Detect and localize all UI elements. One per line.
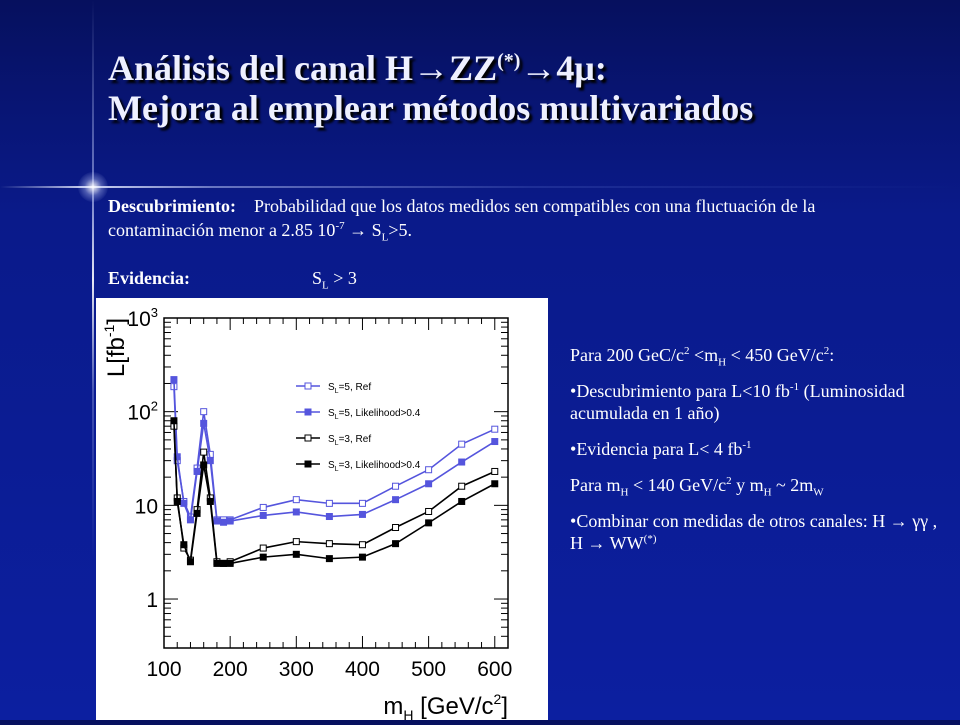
discovery-definition xyxy=(108,194,908,242)
x-axis-title-part: [GeV/c xyxy=(413,693,494,720)
note3-a: Evidencia para L< 4 fb xyxy=(576,439,743,459)
note4-c: y m xyxy=(731,475,764,495)
y-axis-title-part: ] xyxy=(103,318,130,325)
y-tick-base: 10 xyxy=(134,495,158,519)
series-point xyxy=(207,498,213,504)
series-point xyxy=(181,542,187,548)
note-evidence xyxy=(570,438,950,460)
legend-marker xyxy=(305,461,311,467)
series-point xyxy=(459,483,465,489)
discovery-text-2: → S xyxy=(344,220,382,240)
series-point xyxy=(260,512,266,518)
series-point xyxy=(187,517,193,523)
series-point xyxy=(214,560,220,566)
x-axis-title-part: 2 xyxy=(493,691,502,707)
series-point xyxy=(293,539,299,545)
legend-marker xyxy=(305,383,311,389)
series-point xyxy=(187,559,193,565)
legend-label-part: =3, Likelihood>0.4 xyxy=(338,460,421,471)
series-point xyxy=(492,468,498,474)
series-point xyxy=(293,551,299,557)
discovery-exponent: -7 xyxy=(335,220,345,232)
legend-marker xyxy=(305,409,311,415)
x-axis-title-part: ] xyxy=(501,693,508,720)
luminosity-plot xyxy=(96,298,548,720)
lens-flare-glow xyxy=(78,172,108,202)
luminosity-chart xyxy=(96,298,548,720)
series-point xyxy=(227,560,233,566)
note-low-mass xyxy=(570,474,950,499)
evidence-label: Evidencia: xyxy=(108,268,191,288)
note4-sub: H xyxy=(620,486,629,499)
note-discovery xyxy=(570,380,950,424)
series-point xyxy=(326,500,332,506)
series-point xyxy=(201,409,207,415)
series-point xyxy=(201,420,207,426)
x-tick-label: 100 xyxy=(146,658,182,681)
series-point xyxy=(194,468,200,474)
discovery-text-1: Probabilidad que los datos medidos sen compatibles con una fluctuación de la contaminación menor a 2.85 10 xyxy=(108,196,816,240)
title-line-2: Mejora al emplear métodos multivariados xyxy=(108,88,754,128)
series-1 xyxy=(171,384,498,523)
lens-flare-horizontal xyxy=(0,186,960,188)
note1-a: Para 200 GeC/c xyxy=(570,345,684,365)
note5-sup: (*) xyxy=(643,533,657,545)
legend-label-part: S xyxy=(328,434,335,445)
series-point xyxy=(171,418,177,424)
y-tick-exp: 3 xyxy=(150,305,158,320)
discovery-text-3: >5. xyxy=(388,220,413,240)
series-point xyxy=(393,483,399,489)
series-point xyxy=(174,498,180,504)
legend-label-part: L xyxy=(334,388,339,395)
y-tick-exp: 2 xyxy=(150,398,158,414)
series-point xyxy=(201,462,207,468)
note4-d: ~ 2m xyxy=(771,475,814,495)
note1-c: < 450 GeV/c xyxy=(726,345,824,365)
series-point xyxy=(221,560,227,566)
note1-sub: H xyxy=(718,356,727,369)
evidence-s: S xyxy=(312,268,323,288)
series-point xyxy=(201,449,207,455)
note2-a: Descubrimiento para L<10 fb xyxy=(576,381,790,401)
note-mass-range xyxy=(570,344,950,369)
series-point xyxy=(359,511,365,517)
legend-label-part: L xyxy=(334,414,339,421)
y-tick-base: 10 xyxy=(127,401,151,425)
x-axis-title xyxy=(383,691,508,720)
series-point xyxy=(459,498,465,504)
notes-panel xyxy=(570,344,950,568)
series-point xyxy=(426,520,432,526)
y-tick-base: 1 xyxy=(146,589,158,613)
legend-label-part: =5, Ref xyxy=(338,382,372,393)
legend-label xyxy=(328,382,371,395)
series-line xyxy=(174,387,495,520)
x-axis-title-part: H xyxy=(403,707,414,720)
series-point xyxy=(326,514,332,520)
note1-d: : xyxy=(829,345,835,365)
title-line-1 xyxy=(108,48,948,88)
note3-sup: -1 xyxy=(742,439,752,451)
evidence-definition xyxy=(108,268,357,292)
series-point xyxy=(260,545,266,551)
series-point xyxy=(359,554,365,560)
series-point xyxy=(426,481,432,487)
y-tick-label xyxy=(127,399,158,425)
series-point xyxy=(260,504,266,510)
series-point xyxy=(393,497,399,503)
x-tick-label: 400 xyxy=(344,658,380,681)
note2-b: (Luminosidad acumulada en 1 año) xyxy=(570,381,905,423)
legend-label-part: =3, Ref xyxy=(338,434,372,445)
series-point xyxy=(194,510,200,516)
y-axis-title-part: -1 xyxy=(101,324,117,338)
note1-sup2: 2 xyxy=(823,345,830,357)
note4-sub3: W xyxy=(813,486,824,499)
legend-label-part: L xyxy=(334,440,339,447)
discovery-label: Descubrimiento: xyxy=(108,196,236,216)
series-point xyxy=(293,497,299,503)
series-point xyxy=(207,458,213,464)
legend-label xyxy=(328,434,371,447)
title-text-a: Análisis del canal H→ZZ xyxy=(108,48,498,88)
evidence-subscript: L xyxy=(322,279,329,292)
series-point xyxy=(293,509,299,515)
series-point xyxy=(227,518,233,524)
series-point xyxy=(426,508,432,514)
series-point xyxy=(326,556,332,562)
x-tick-label: 500 xyxy=(411,658,447,681)
legend-label-part: L xyxy=(334,466,339,473)
series-point xyxy=(221,519,227,525)
y-axis-title xyxy=(101,318,130,377)
legend-label-part: S xyxy=(328,382,335,393)
note4-a: Para m xyxy=(570,475,621,495)
series-point xyxy=(459,459,465,465)
series-point xyxy=(214,518,220,524)
note1-b: <m xyxy=(689,345,719,365)
series-point xyxy=(393,541,399,547)
series-point xyxy=(359,500,365,506)
evidence-rest: > 3 xyxy=(328,268,357,288)
title-superscript: (*) xyxy=(497,50,521,72)
legend-marker xyxy=(305,435,311,441)
series-point xyxy=(393,525,399,531)
note4-sup: 2 xyxy=(726,475,732,487)
legend-label-part: S xyxy=(328,460,335,471)
title-text-b: →4μ: xyxy=(520,48,607,88)
note5-a: Combinar con medidas de otros canales: H → γγ , H → WW xyxy=(570,511,938,553)
series-point xyxy=(459,441,465,447)
series-point xyxy=(492,439,498,445)
series-point xyxy=(492,426,498,432)
series-point xyxy=(260,554,266,560)
series-point xyxy=(171,377,177,383)
x-tick-label: 600 xyxy=(477,658,513,681)
x-tick-label: 200 xyxy=(212,658,248,681)
legend-label-part: S xyxy=(328,408,335,419)
y-tick-label xyxy=(127,305,158,331)
note4-b: < 140 GeV/c xyxy=(628,475,727,495)
note2-sup: -1 xyxy=(789,381,800,393)
series-line xyxy=(174,380,495,523)
series-point xyxy=(181,500,187,506)
lens-flare-vertical xyxy=(92,0,94,560)
plot-frame xyxy=(164,318,508,648)
discovery-subscript: L xyxy=(381,231,389,244)
slide-title xyxy=(108,48,948,128)
y-tick-base: 10 xyxy=(127,308,151,331)
note1-sup: 2 xyxy=(683,345,690,357)
legend-label xyxy=(328,408,421,421)
y-tick-label xyxy=(146,589,158,612)
series-point xyxy=(492,481,498,487)
note-combine xyxy=(570,510,950,554)
legend-label-part: =5, Likelihood>0.4 xyxy=(338,408,421,419)
series-point xyxy=(359,542,365,548)
x-tick-label: 300 xyxy=(278,658,314,681)
y-tick-label xyxy=(135,495,158,518)
legend-label xyxy=(328,460,421,473)
y-axis-title-part: L[fb xyxy=(103,337,130,378)
series-point xyxy=(326,541,332,547)
note4-sub2: H xyxy=(763,486,772,499)
series-point xyxy=(426,467,432,473)
x-axis-title-part: m xyxy=(383,693,404,720)
